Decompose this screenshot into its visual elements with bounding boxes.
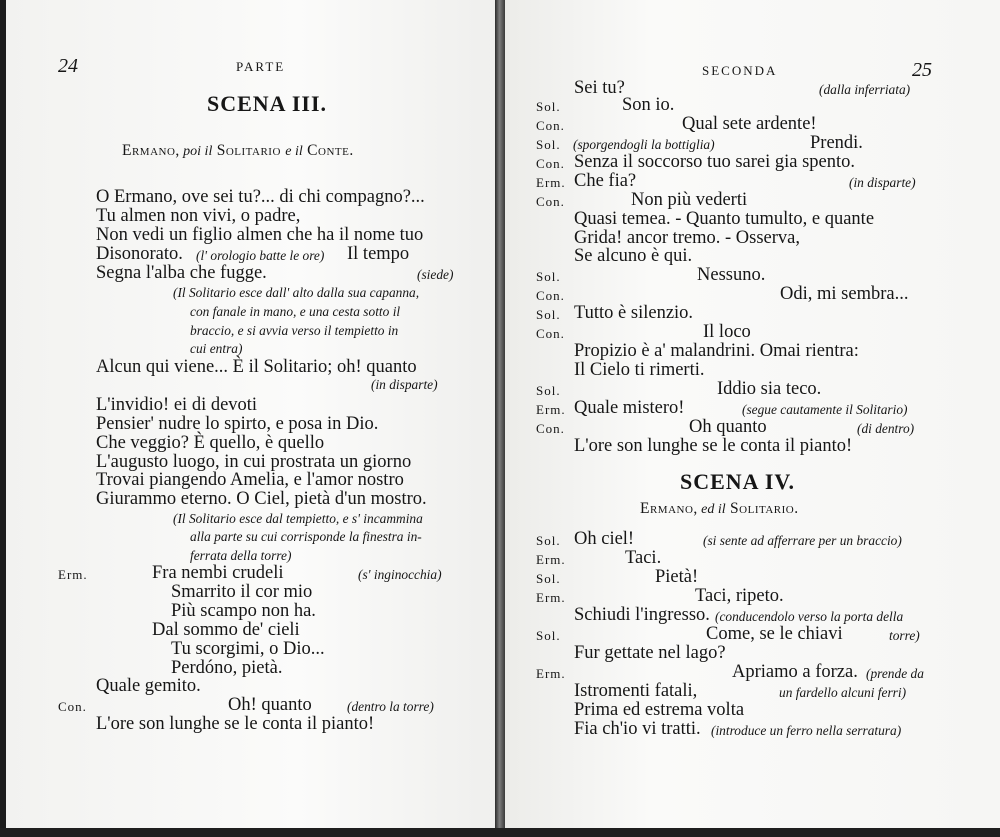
cast-connector: poi il xyxy=(183,144,213,159)
running-head: PARTE xyxy=(236,59,286,74)
cast-name: Solitario xyxy=(212,142,286,159)
verse-line: Prima ed estrema volta xyxy=(574,700,745,720)
speaker-label: Con. xyxy=(58,699,87,714)
verse-line: Non più vederti xyxy=(631,190,748,210)
stage-direction: (di dentro) xyxy=(857,421,915,436)
verse-line: Fia ch'io vi tratti. xyxy=(574,719,701,739)
page-number: 24 xyxy=(58,55,78,77)
speaker-label: Con. xyxy=(536,194,565,209)
stage-direction: (in disparte) xyxy=(849,175,916,190)
verse-line: Sei tu? xyxy=(574,78,625,98)
cast-connector: e il xyxy=(285,144,303,159)
stage-direction: (prende da xyxy=(866,666,924,681)
stage-direction: alla parte su cui corrisponde la finestra in- xyxy=(190,529,422,544)
verse-line: Grida! ancor tremo. - Osserva, xyxy=(574,228,801,248)
verse-line: Dal sommo de' cieli xyxy=(152,620,300,640)
verse-line: Più scampo non ha. xyxy=(171,601,316,621)
speaker-label: Erm. xyxy=(536,590,566,605)
speaker-label: Erm. xyxy=(536,402,566,417)
stage-direction: (Il Solitario esce dal tempietto, e s' incammina xyxy=(173,511,423,526)
speaker-label: Sol. xyxy=(536,307,561,322)
stage-direction: (siede) xyxy=(417,267,454,282)
stage-direction: un fardello alcuni ferri) xyxy=(779,685,907,700)
speaker-label: Sol. xyxy=(536,269,561,284)
verse-line: Trovai piangendo Amelia, e l'amor nostro xyxy=(96,470,404,490)
cast-punct: , xyxy=(175,142,184,159)
bottom-scan-edge xyxy=(0,828,1000,837)
verse-line: Tutto è silenzio. xyxy=(574,303,694,323)
verse-line: Pietà! xyxy=(655,567,699,587)
speaker-label: Erm. xyxy=(536,666,566,681)
speaker-label: Sol. xyxy=(536,99,561,114)
speaker-label: Sol. xyxy=(536,628,561,643)
verse-line: Taci. xyxy=(625,548,662,568)
scene-title: SCENA III. xyxy=(207,91,328,116)
verse-line: Taci, ripeto. xyxy=(695,586,784,606)
stage-direction: (s' inginocchia) xyxy=(358,567,442,582)
speaker-label: Con. xyxy=(536,118,565,133)
verse-line: Tu almen non vivi, o padre, xyxy=(96,206,301,226)
stage-direction: (dalla inferriata) xyxy=(819,82,911,97)
verse-line: Fra nembi crudeli xyxy=(152,563,284,583)
verse-line: Oh! quanto xyxy=(228,695,312,715)
speaker-label: Erm. xyxy=(536,552,566,567)
verse-line: Se alcuno è qui. xyxy=(574,246,693,266)
verse-line: O Ermano, ove sei tu?... di chi compagno?... xyxy=(96,187,425,207)
cast-name: Ermano xyxy=(122,142,176,159)
speaker-label: Sol. xyxy=(536,137,561,152)
speaker-label: Erm. xyxy=(536,175,566,190)
cast-name: Ermano xyxy=(640,500,694,517)
stage-direction: cui entra) xyxy=(190,341,243,356)
verse-line: Senza il soccorso tuo sarei gia spento. xyxy=(574,152,856,172)
verse-line: Disonorato. xyxy=(96,244,183,264)
verse-line: Segna l'alba che fugge. xyxy=(96,263,267,283)
cast-line xyxy=(122,143,354,159)
verse-line: Che fia? xyxy=(574,171,637,191)
page-number: 25 xyxy=(912,59,932,81)
verse-line: Pensier' nudre lo spirto, e posa in Dio. xyxy=(96,414,379,434)
verse-line: Quale mistero! xyxy=(574,398,685,418)
verse-line: Qual sete ardente! xyxy=(682,114,817,134)
cast-connector: ed il xyxy=(701,502,726,517)
verse-line: Giurammo eterno. O Ciel, pietà d'un mostro. xyxy=(96,489,427,509)
cast-name: Solitario. xyxy=(725,500,799,517)
speaker-label: Sol. xyxy=(536,533,561,548)
speaker-label: Erm. xyxy=(58,567,88,582)
verse-line: Come, se le chiavi xyxy=(706,624,843,644)
stage-direction: (in disparte) xyxy=(371,377,438,392)
verse-line: L'augusto luogo, in cui prostrata un giorno xyxy=(96,452,412,472)
verse-line: Il Cielo ti rimerti. xyxy=(574,360,705,380)
verse-line: Odi, mi sembra... xyxy=(780,284,909,304)
cast-name: Conte. xyxy=(302,142,354,159)
speaker-label: Con. xyxy=(536,326,565,341)
verse-line: Iddio sia teco. xyxy=(717,379,822,399)
stage-direction: torre) xyxy=(889,628,920,643)
verse-line: Che veggio? È quello, è quello xyxy=(96,433,325,453)
cast-line xyxy=(640,501,799,517)
verse-line: L'ore son lunghe se le conta il pianto! xyxy=(574,436,853,456)
verse-line: Oh ciel! xyxy=(574,529,635,549)
verse-line: Non vedi un figlio almen che ha il nome tuo xyxy=(96,225,424,245)
running-head: SECONDA xyxy=(702,63,778,78)
stage-direction: (si sente ad afferrare per un braccio) xyxy=(703,533,902,548)
verse-line: Prendi. xyxy=(810,133,863,153)
verse-line: Il loco xyxy=(703,322,751,342)
cast-punct: , xyxy=(693,500,702,517)
verse-line: Alcun qui viene... È il Solitario; oh! quanto xyxy=(96,357,417,377)
scene-title: SCENA IV. xyxy=(680,469,795,494)
verse-line: Fur gettate nel lago? xyxy=(574,643,726,663)
verse-line: Schiudi l'ingresso. xyxy=(574,605,710,625)
stage-direction: con fanale in mano, e una cesta sotto il xyxy=(190,304,401,319)
stage-direction: (l' orologio batte le ore) xyxy=(196,248,325,263)
verse-line: Smarrito il cor mio xyxy=(171,582,313,602)
verse-line: L'ore son lunghe se le conta il pianto! xyxy=(96,714,375,734)
stage-direction: (conducendolo verso la porta della xyxy=(715,609,904,624)
speaker-label: Con. xyxy=(536,156,565,171)
verse-line: Oh quanto xyxy=(689,417,767,437)
speaker-label: Sol. xyxy=(536,571,561,586)
verse-line: Son io. xyxy=(622,95,675,115)
stage-direction: (segue cautamente il Solitario) xyxy=(742,402,908,417)
verse-line: Quale gemito. xyxy=(96,676,201,696)
speaker-label: Con. xyxy=(536,288,565,303)
speaker-label: Sol. xyxy=(536,383,561,398)
verse-line: Perdóno, pietà. xyxy=(171,658,283,678)
speaker-label: Con. xyxy=(536,421,565,436)
verse-line: Quasi temea. - Quanto tumulto, e quante xyxy=(574,209,875,229)
verse-line: Propizio è a' malandrini. Omai rientra: xyxy=(574,341,859,361)
verse-line: Il tempo xyxy=(347,244,410,264)
verse-line: Tu scorgimi, o Dio... xyxy=(171,639,325,659)
verse-line: Apriamo a forza. xyxy=(732,662,858,682)
verse-line: Nessuno. xyxy=(697,265,766,285)
stage-direction: (sporgendogli la bottiglia) xyxy=(573,137,715,152)
stage-direction: (Il Solitario esce dall' alto dalla sua capanna, xyxy=(173,285,420,300)
stage-direction: braccio, e si avvia verso il tempietto in xyxy=(190,323,399,338)
verse-line: L'invidio! ei di devoti xyxy=(96,395,258,415)
stage-direction: ferrata della torre) xyxy=(190,548,292,563)
stage-direction: (dentro la torre) xyxy=(347,699,434,714)
book-gutter xyxy=(495,0,505,837)
stage-direction: (introduce un ferro nella serratura) xyxy=(711,723,902,738)
verse-line: Istromenti fatali, xyxy=(574,681,698,701)
left-scan-edge xyxy=(0,0,6,837)
